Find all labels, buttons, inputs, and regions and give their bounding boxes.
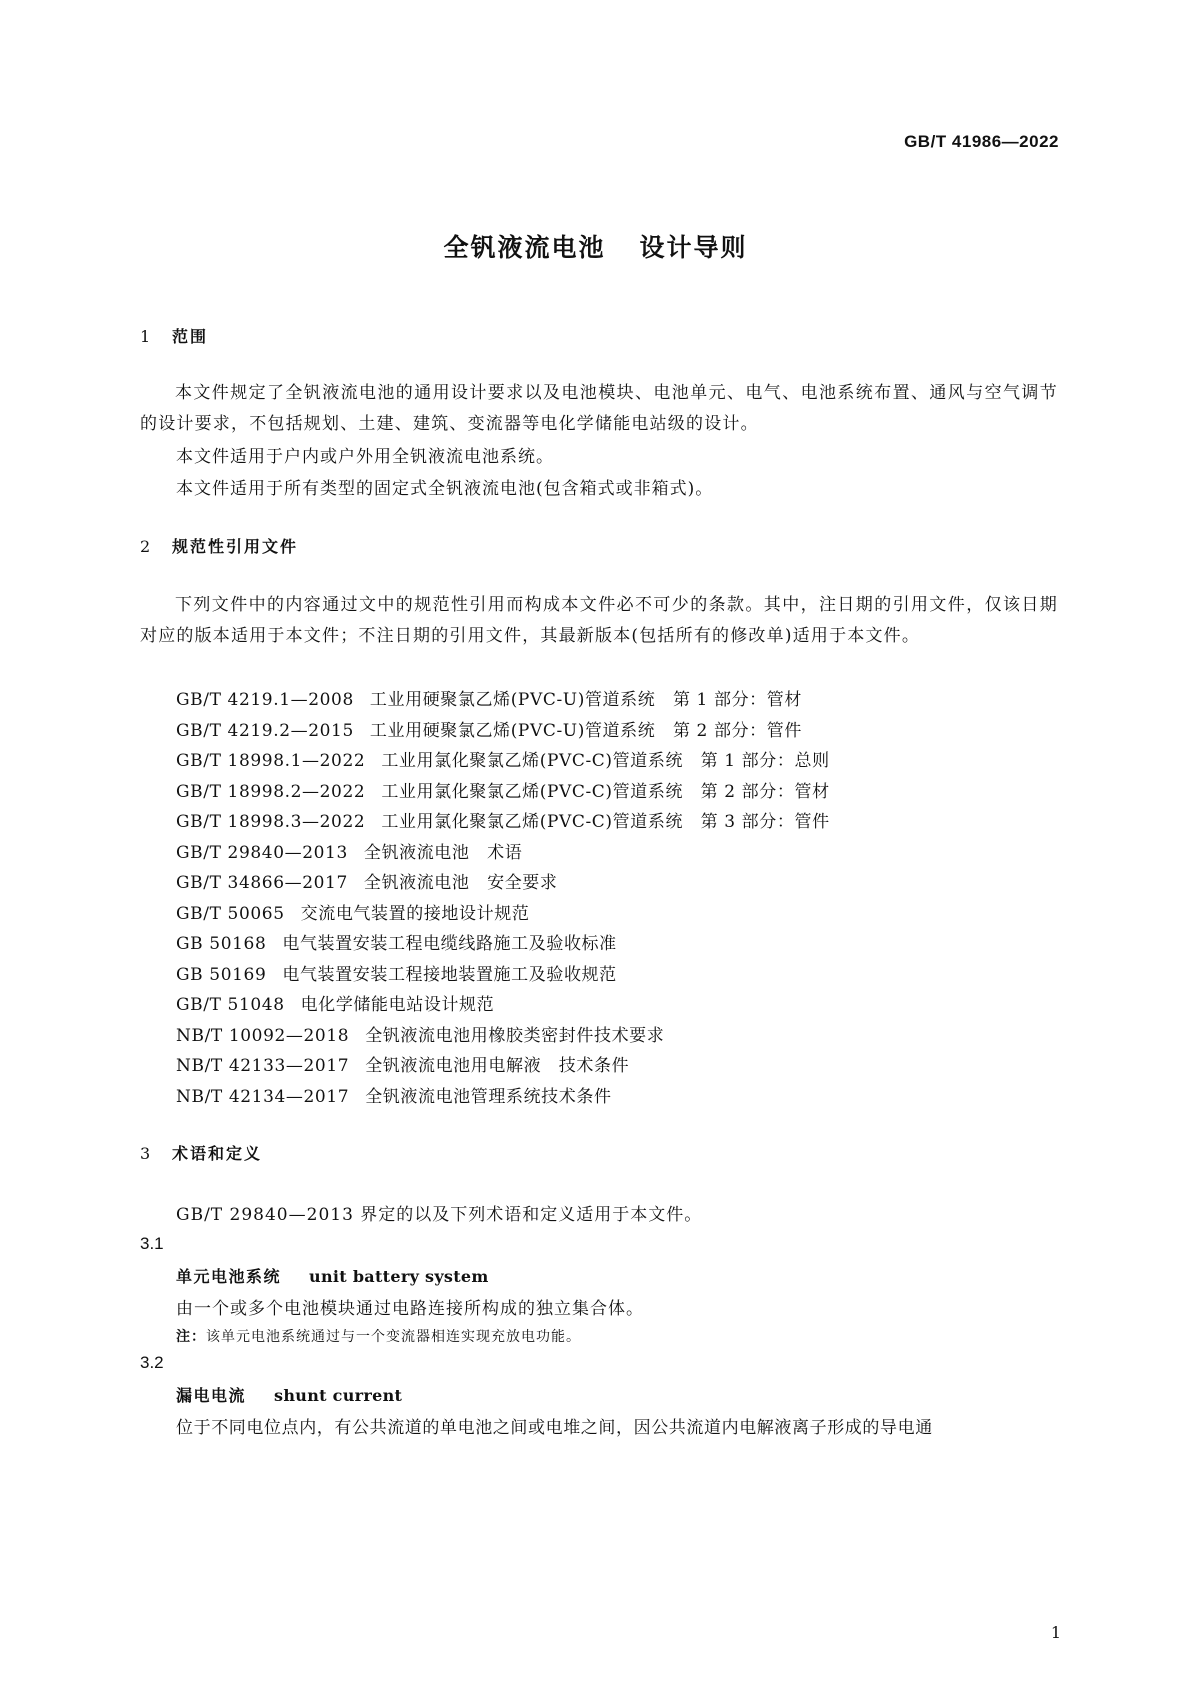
term-entry — [176, 1383, 402, 1406]
page-number: 1 — [1050, 1623, 1061, 1642]
term-number: 3.2 — [140, 1353, 164, 1372]
reference-code: NB/T 42133—2017 — [176, 1056, 350, 1076]
term-zh: 漏电电流 — [176, 1386, 247, 1405]
scope-paragraph-1: 本文件规定了全钒液流电池的通用设计要求以及电池模块、电池单元、电气、电池系统布置、通风与空气调节的设计要求，不包括规划、土建、建筑、变流器等电化学储能电站级的设计。 — [140, 383, 1058, 434]
reference-code: GB 50168 — [176, 934, 267, 954]
reference-title: 全钒液流电池用电解液 技术条件 — [365, 1056, 630, 1076]
reference-item — [176, 746, 830, 771]
reference-code: GB/T 29840—2013 — [176, 843, 348, 863]
reference-title: 电化学储能电站设计规范 — [300, 995, 495, 1015]
reference-code: GB/T 18998.1—2022 — [176, 751, 366, 771]
reference-item — [176, 899, 529, 924]
reference-code: GB/T 18998.3—2022 — [176, 812, 366, 832]
term-entry — [176, 1264, 489, 1287]
term-number: 3.1 — [140, 1234, 164, 1253]
reference-title: 电气装置安装工程电缆线路施工及验收标准 — [282, 934, 617, 954]
term-definition: 由一个或多个电池模块通过电路连接所构成的独立集合体。 — [176, 1299, 644, 1319]
term-en: unit battery system — [309, 1267, 489, 1286]
reference-code: NB/T 10092—2018 — [176, 1026, 350, 1046]
reference-item — [176, 807, 830, 832]
reference-title: 工业用硬聚氯乙烯(PVC-U)管道系统 第 2 部分：管件 — [369, 721, 802, 741]
reference-title: 全钒液流电池 安全要求 — [363, 873, 558, 893]
reference-title: 工业用氯化聚氯乙烯(PVC-C)管道系统 第 3 部分：管件 — [381, 812, 830, 832]
section-number: 3 — [140, 1144, 153, 1163]
reference-item — [176, 838, 522, 863]
title-part-2: 设计导则 — [639, 233, 748, 262]
note-label: 注： — [176, 1329, 206, 1345]
document-title — [0, 228, 1191, 264]
standard-number: GB/T 41986—2022 — [904, 132, 1059, 151]
term-en: shunt current — [274, 1386, 403, 1405]
reference-code: GB/T 34866—2017 — [176, 873, 348, 893]
section-heading-terms — [140, 1141, 262, 1164]
section-heading-scope — [140, 324, 208, 347]
reference-code: NB/T 42134—2017 — [176, 1087, 350, 1107]
reference-item — [176, 716, 802, 741]
reference-title: 全钒液流电池 术语 — [363, 843, 523, 863]
term-definition: 位于不同电位点内，有公共流道的单电池之间或电堆之间，因公共流道内电解液离子形成的导电通 — [176, 1418, 933, 1438]
title-part-1: 全钒液流电池 — [443, 233, 606, 262]
reference-code: GB/T 18998.2—2022 — [176, 782, 366, 802]
term-zh: 单元电池系统 — [176, 1267, 282, 1286]
reference-code: GB 50169 — [176, 965, 267, 985]
section-title: 术语和定义 — [172, 1144, 263, 1163]
reference-title: 电气装置安装工程接地装置施工及验收规范 — [282, 965, 617, 985]
term-note — [176, 1326, 581, 1346]
reference-item — [176, 1082, 612, 1107]
reference-code: GB/T 51048 — [176, 995, 285, 1015]
section-heading-normative-references — [140, 534, 298, 557]
section-number: 1 — [140, 327, 153, 346]
reference-title: 全钒液流电池管理系统技术条件 — [365, 1087, 612, 1107]
scope-paragraph-2: 本文件适用于户内或户外用全钒液流电池系统。 — [176, 447, 554, 467]
reference-code: GB/T 50065 — [176, 904, 285, 924]
reference-code: GB/T 4219.1—2008 — [176, 690, 354, 710]
reference-title: 工业用氯化聚氯乙烯(PVC-C)管道系统 第 1 部分：总则 — [381, 751, 830, 771]
reference-title: 全钒液流电池用橡胶类密封件技术要求 — [365, 1026, 665, 1046]
reference-title: 交流电气装置的接地设计规范 — [300, 904, 530, 924]
reference-item — [176, 960, 617, 985]
reference-item — [176, 990, 494, 1015]
scope-paragraph-3: 本文件适用于所有类型的固定式全钒液流电池(包含箱式或非箱式)。 — [176, 479, 714, 499]
reference-title: 工业用氯化聚氯乙烯(PVC-C)管道系统 第 2 部分：管材 — [381, 782, 830, 802]
reference-item — [176, 1021, 664, 1046]
reference-item — [176, 685, 802, 710]
reference-item — [176, 929, 617, 954]
reference-item — [176, 868, 558, 893]
reference-code: GB/T 4219.2—2015 — [176, 721, 354, 741]
note-text: 该单元电池系统通过与一个变流器相连实现充放电功能。 — [206, 1329, 581, 1345]
section-title: 范围 — [172, 327, 209, 346]
reference-item — [176, 1051, 629, 1076]
reference-item — [176, 777, 830, 802]
references-intro: 下列文件中的内容通过文中的规范性引用而构成本文件必不可少的条款。其中，注日期的引用文件，仅该日期对应的版本适用于本文件；不注日期的引用文件，其最新版本(包括所有的修改单)适用于本文件。 — [140, 595, 1058, 646]
terms-intro: GB/T 29840—2013 界定的以及下列术语和定义适用于本文件。 — [176, 1205, 703, 1225]
reference-title: 工业用硬聚氯乙烯(PVC-U)管道系统 第 1 部分：管材 — [369, 690, 802, 710]
section-title: 规范性引用文件 — [172, 537, 299, 556]
section-number: 2 — [140, 537, 153, 556]
